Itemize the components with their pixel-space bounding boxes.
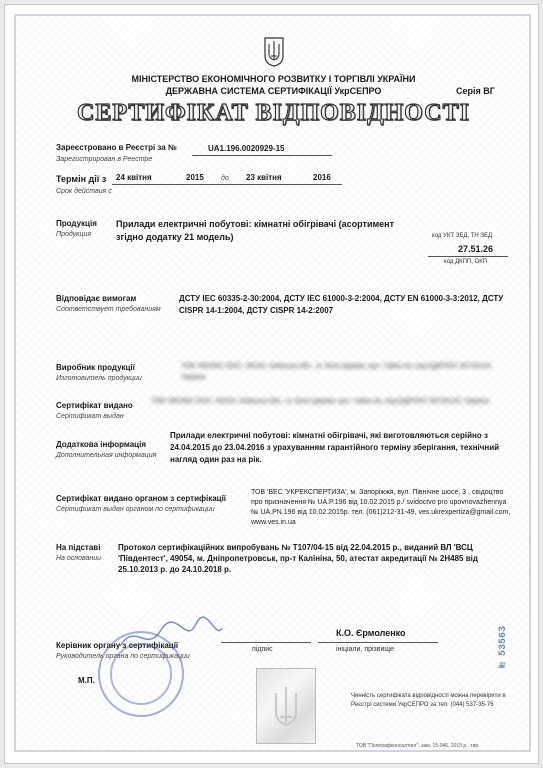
validity-to-word: до [221,175,229,182]
validity-underline [112,184,342,185]
ministry-name: МІНІСТЕРСТВО ЕКОНОМІЧНОГО РОЗВИТКУ І ТОРГІВЛІ УКРАЇНИ [131,74,416,84]
hologram-trident-icon [257,669,315,743]
series-label: Серія ВГ [456,86,495,96]
issuing-body-value: ТОВ 'ВЕС 'УКРЕКСПЕРТИЗА', м. Запоріжжя, вул. Північне шосе, 3 , свідоцтво про призначення № UA.P.196 від 10.02.2015 р./ svidoctvo pro upovnovazhennya № UA.PN.196 від 10.02.2015р. тел. (061)212-31-49, ves.ukrexpertiza@gmail.com, www.ves.in.ua [251,489,511,526]
certificate-title: СЕРТИФІКАТ ВІДПОВІДНОСТІ [77,100,470,126]
registration-number: UA1.196.0020929-15 [208,144,285,153]
serial-number-box [494,602,514,672]
manufacturer-label: Виробник продукції [56,363,135,372]
head-label-ru: Руководитель органа по сертификации [56,653,190,660]
validity-from-year: 2015 [186,173,204,182]
hologram-seal [256,668,316,744]
printer-info: ТОВ "Поліграфконсалтинг", зам. 15-046, 2015 р., тир. [356,743,480,749]
additional-label: Додаткова інформація [56,440,146,449]
certificate-sheet [4,4,539,764]
manufacturer-label-ru: Изготовитель продукции [56,375,142,382]
serial-number: № 53563 [498,625,509,668]
product-label: Продукція [56,219,97,228]
requirements-value: ДСТУ IEC 60335-2-30:2004, ДСТУ IEC 61000-3-2:2004, ДСТУ EN 61000-3-3:2012, ДСТУ CISPR 14-1:2004, ДСТУ CISPR 14-2:2007 [179,294,504,315]
issuing-body-label-ru: Сертификат выдан органом по сертификации [56,506,215,513]
product-code-label: код УКТ ЗЕД, ТН ЗЕД [432,233,493,239]
name-line [318,642,438,643]
issued-to-value: ТОВ 'ФЕНІКС ЕКО', 09104, Київська обл., м. Біла Церква, вул. Гайок 4а, код ЄДРПОУ 38726143, Україна [151,398,489,405]
certificate-frame [14,14,531,752]
validity-to-year: 2016 [313,173,331,182]
additional-label-ru: Дополнительная информация [56,452,157,459]
product-code2-label: код ДКПП, ОКП [444,259,488,265]
signature-line [221,642,311,643]
validity-to-day: 23 квітня [246,173,282,182]
product-code-value: 27.51.26 [458,244,494,254]
validity-label-ru: Срок действия с [56,188,112,195]
product-label-ru: Продукция [56,231,92,238]
manufacturer-value: ТОВ 'ФЕНІКС ЕКО', 09104, Київська обл., м. Біла Церква, вул. Гайок 4а, код ЄДРПОУ 38726143, Україна [181,363,493,381]
signature-label: підпис [252,646,273,653]
stamp-place-label: М.П. [78,676,95,685]
basis-label: На підставі [56,543,101,552]
validity-from-day: 24 квітня [116,173,152,182]
registration-label-ru: Зарегистрирован в Реестре [56,156,153,163]
additional-value: Прилади електричні побутові: кімнатні обігрівачі, які виготовляються серійно з 24.04.2015 до 23.04.2016 з урахуванням гарантійного терміну зберігання, технічний нагляд один раз на рік. [170,431,500,464]
requirements-label-ru: Соответствует требованиям [56,306,161,313]
head-label: Керівник органу з сертифікації [56,641,179,650]
issued-to-label-ru: Сертификат выдан [56,413,124,420]
name-label: ініціали, прізвище [336,646,394,653]
basis-label-ru: На основании [56,555,102,562]
verification-note: Чинність сертифіката відповідності можна перевірити в Реєстрі системи УкрСЕПРО за тел. (044) 537-35-76 [351,693,506,708]
product-value: Прилади електричні побутові: кімнатні обігрівачі (асортимент згідно додатку 21 модель) [116,219,394,242]
registration-label: Зареєстровано в Реєстрі за № [56,143,177,152]
validity-label: Термін дії з [56,174,107,184]
coat-of-arms-icon [263,36,285,68]
requirements-label: Відповідає вимогам [56,294,137,303]
issuing-body-label: Сертифікат видано органом з сертифікації [56,494,227,503]
registration-underline [192,155,332,156]
signature-scribble-icon [116,616,226,656]
product-code-underline [428,256,508,257]
signer-name: К.О. Єрмоленко [336,628,406,638]
system-name: ДЕРЖАВНА СИСТЕМА СЕРТИФІКАЦІЇ УкрСЕПРО [165,86,382,96]
issued-to-label: Сертифікат видано [56,401,133,410]
basis-value: Протокол сертифікаційних випробувань № Т107/04-15 від 22.04.2015 р., виданий ВЛ 'ВСЦ 'Південтест', 49054, м. Дніпропетровськ, пр-т Калініна, 50, атестат акредитації № 2Н485 від 25.10.2013 р. до 24.10.2018 р. [118,543,478,574]
